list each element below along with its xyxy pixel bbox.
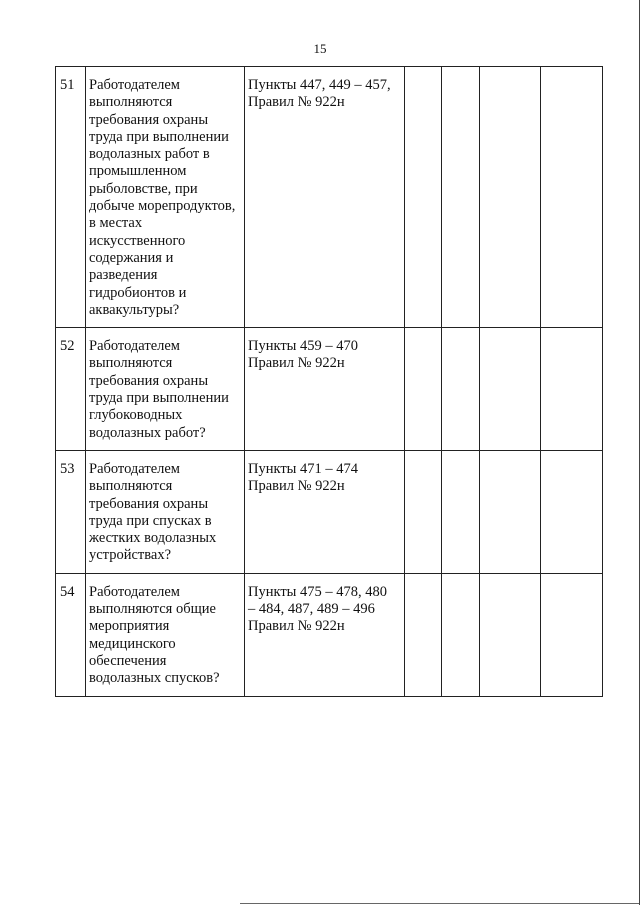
text-line: Пункты 475 – 478, 480 bbox=[248, 583, 388, 600]
text-line: Пункты 471 – 474 bbox=[248, 460, 359, 477]
text-line: водолазных спусков? bbox=[89, 670, 220, 687]
legal-reference bbox=[245, 450, 405, 573]
text-line: труда при выполнении bbox=[89, 128, 229, 145]
text-line: медицинского bbox=[89, 635, 176, 652]
requirement-question bbox=[86, 573, 245, 696]
text-line: добыче морепродуктов, bbox=[89, 198, 236, 215]
answer-cell bbox=[442, 328, 480, 451]
row-number: 53 bbox=[56, 450, 86, 573]
text-line: промышленном bbox=[89, 163, 187, 180]
text-line: Правил № 922н bbox=[248, 94, 345, 111]
text-line: содержания и bbox=[89, 249, 174, 266]
text-line: гидробионтов и bbox=[89, 284, 187, 301]
text-line: Пункты 447, 449 – 457, bbox=[248, 77, 391, 93]
legal-reference bbox=[245, 328, 405, 451]
text-line: жестких водолазных bbox=[89, 530, 217, 547]
text-line: мероприятия bbox=[89, 618, 170, 635]
text-line: выполняются общие bbox=[89, 601, 216, 618]
text-line: водолазных работ в bbox=[89, 146, 210, 163]
text-line: труда при выполнении bbox=[89, 390, 229, 407]
text-line: Правил № 922н bbox=[248, 355, 345, 372]
requirement-question bbox=[86, 450, 245, 573]
text-line: – 484, 487, 489 – 496 bbox=[248, 601, 375, 618]
answer-cell bbox=[541, 450, 603, 573]
answer-cell bbox=[405, 573, 442, 696]
text-line: Работодателем bbox=[89, 583, 180, 600]
row-number: 51 bbox=[56, 67, 86, 328]
legal-reference bbox=[245, 67, 405, 328]
text-line: выполняются bbox=[89, 478, 173, 495]
page-edge-line bbox=[240, 903, 639, 904]
text-line: аквакультуры? bbox=[89, 301, 180, 318]
table-row bbox=[56, 573, 603, 696]
text-line: устройствах? bbox=[89, 547, 172, 564]
answer-cell bbox=[480, 573, 541, 696]
answer-cell bbox=[405, 328, 442, 451]
text-line: Правил № 922н bbox=[248, 618, 345, 635]
table-row bbox=[56, 328, 603, 451]
answer-cell bbox=[442, 573, 480, 696]
checklist-table bbox=[55, 66, 603, 697]
text-line: Работодателем bbox=[89, 460, 180, 477]
requirement-question bbox=[86, 328, 245, 451]
requirement-question bbox=[86, 67, 245, 328]
answer-cell bbox=[405, 450, 442, 573]
text-line: глубоководных bbox=[89, 407, 183, 424]
answer-cell bbox=[541, 573, 603, 696]
answer-cell bbox=[405, 67, 442, 328]
text-line: Правил № 922н bbox=[248, 478, 345, 495]
answer-cell bbox=[442, 450, 480, 573]
text-line: требования охраны bbox=[89, 111, 209, 128]
text-line: Работодателем bbox=[89, 338, 180, 355]
answer-cell bbox=[480, 450, 541, 573]
answer-cell bbox=[480, 67, 541, 328]
table-row bbox=[56, 67, 603, 328]
text-line: искусственного bbox=[89, 232, 186, 249]
text-line: выполняются bbox=[89, 94, 173, 111]
answer-cell bbox=[541, 328, 603, 451]
text-line: в местах bbox=[89, 215, 143, 232]
text-line: требования охраны bbox=[89, 495, 209, 512]
text-line: выполняются bbox=[89, 355, 173, 372]
answer-cell bbox=[480, 328, 541, 451]
text-line: рыболовстве, при bbox=[89, 180, 198, 197]
text-line: Работодателем bbox=[89, 77, 180, 93]
legal-reference bbox=[245, 573, 405, 696]
text-line: требования охраны bbox=[89, 372, 209, 389]
text-line: водолазных работ? bbox=[89, 424, 206, 441]
page-number: 15 bbox=[313, 41, 327, 56]
text-line: Пункты 459 – 470 bbox=[248, 338, 359, 355]
row-number: 54 bbox=[56, 573, 86, 696]
table-row bbox=[56, 450, 603, 573]
text-line: разведения bbox=[89, 267, 158, 284]
answer-cell bbox=[541, 67, 603, 328]
text-line: труда при спусках в bbox=[89, 512, 212, 529]
text-line: обеспечения bbox=[89, 652, 167, 669]
answer-cell bbox=[442, 67, 480, 328]
row-number: 52 bbox=[56, 328, 86, 451]
